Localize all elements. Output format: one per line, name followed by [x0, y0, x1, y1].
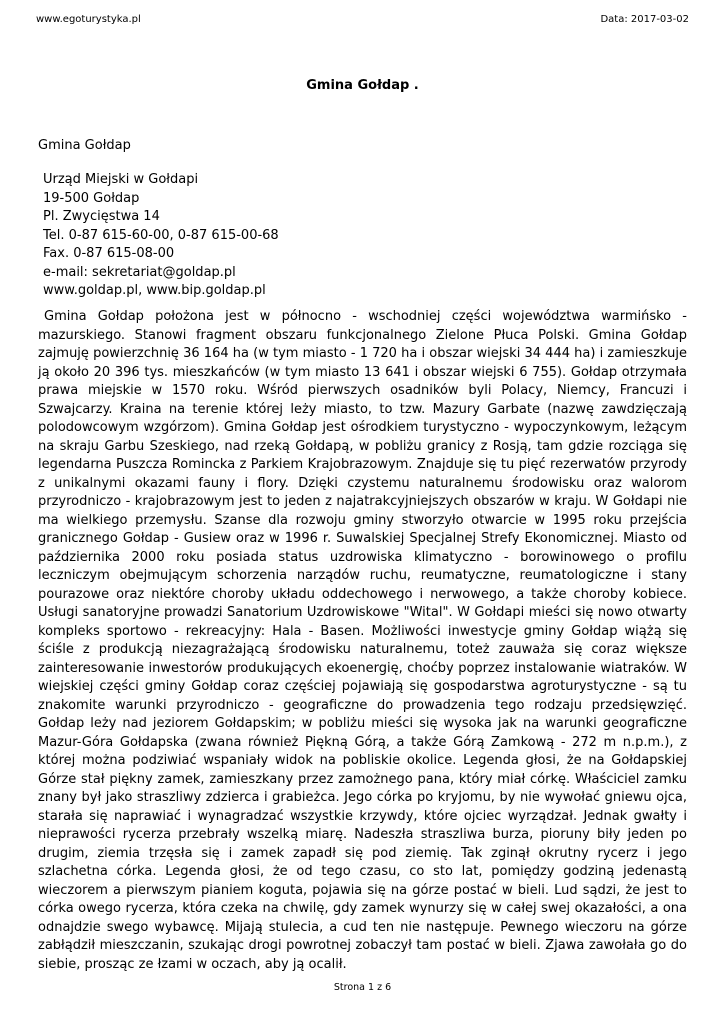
date-label: Data: 2017-03-02: [600, 14, 689, 25]
site-url: www.egoturystyka.pl: [36, 14, 141, 25]
document-subtitle: Gmina Gołdap: [38, 138, 131, 153]
address-websites: www.goldap.pl, www.bip.goldap.pl: [43, 283, 266, 298]
page-header: [36, 13, 689, 27]
address-email: e-mail: sekretariat@goldap.pl: [43, 264, 236, 280]
address-block: [43, 171, 279, 301]
page-number: Strona 1 z 6: [333, 982, 392, 993]
body-text: [38, 308, 687, 972]
address-postal-code: 19-500 Gołdap: [43, 190, 140, 206]
address-fax: Fax. 0-87 615-08-00: [43, 246, 175, 261]
document-title: Gmina Gołdap .: [306, 78, 419, 93]
body-paragraph: Gmina Gołdap położona jest w północno - wschodniej części województwa warmińsko - mazurskiego. Stanowi fragment obszaru funkcjonalnego Zielone Płuca Polski. Gmina Gołdap zajmuję powierzchnię 36 164 ha (w tym miasto - 1 720 ha i obszar wiejski 34 444 ha) i zamieszkuje ją około 20 396 tys. mieszkańców (w tym miasto 13 641 i obszar wiejski 6 755). Gołdap otrzymała prawa miejskie w 1570 roku. Wśród pierwszych osadników byli Polacy, Niemcy, Francuzi i Szwajcarzy. Kraina na terenie której leży miasto, to tzw. Mazury Garbate (nazwę zawdzięczają polodowcowym wzgórzom). Gmina Gołdap jest ośrodkiem turystyczno - wypoczynkowym, leżącym na skraju Garbu Szeskiego, nad rzeką Gołdapą, w pobliżu granicy z Rosją, tam gdzie rozciąga się legendarna Puszcza Romincka z Parkiem Krajobrazowym. Znajduje się tu pięć rezerwatów przyrody z unikalnymi okazami fauny i flory. Dzięki czystemu naturalnemu środowisku oraz walorom przyrodniczo - krajobrazowym jest to jeden z najatrakcyjniejszych obszarów w kraju. W Gołdapi nie ma wielkiego przemysłu. Szanse dla rozwoju gminy stworzyło otwarcie w 1995 roku przejścia granicznego Gołdap - Gusiew oraz w 1996 r. Suwalskiej Specjalnej Strefy Ekonomicznej. Miasto od października 2000 roku posiada status uzdrowiska klimatyczno - borowinowego o profilu leczniczym obejmującym schorzenia narządów ruchu, reumatyczne, reumatologiczne i stany pourazowe oraz niektóre choroby układu oddechowego i nerwowego, a także choroby kobiece. Usługi sanatoryjne prowadzi Sanatorium Uzdrowiskowe "Wital". W Gołdapi mieści się nowo otwarty kompleks sportowo - rekreacyjny: Hala - Basen. Możliwości inwestycje gminy Gołdap wiążą się ściśle z produkcją niezagrażającą środowisku naturalnemu, toteż zauważa się coraz większe zainteresowanie inwestorów produkujących ekoenergię, choćby poprzez instalowanie wiatraków. W wiejskiej części gminy Gołdap coraz częściej pojawiają się gospodarstwa agroturystyczne - są tu znakomite warunki przyrodniczo - geograficzne do prowadzenia tego rodzaju przedsięwzięć. Gołdap leży nad jeziorem Gołdapskim; w pobliżu mieści się wysoka jak na warunki geograficzne Mazur-Góra Gołdapska (zwana również Piękną Górą, a także Górą Zamkową - 272 m n.p.m.), z której można podziwiać wspaniały widok na pobliskie okolice. Legenda głosi, że na Gołdapskiej Górze stał piękny zamek, zamieszkany przez zamożnego pana, który miał córkę. Właściciel zamku znany był jako straszliwy zdzierca i grabieżca. Jego córka po kryjomu, by nie wywołać gniewu ojca, starała się naprawiać i wynagradzać wszystkie krzywdy, które ojciec wyrządzał. Jednak gwałty i nieprawości rycerza przebrały wszelką miarę. Nadeszła straszliwa burza, pioruny biły jeden po drugim, ziemia trzęsła się i zamek zapadł się pod ziemię. Tak zginął okrutny rycerz i jego szlachetna córka. Legenda głosi, że od tego czasu, co sto lat, pomiędzy godziną jedenastą wieczorem a pierwszym pianiem koguta, pojawia się na górze postać w bieli. Lud sądzi, że jest to córka owego rycerza, która czeka na chwilę, gdy zamek wynurzy się w całej swej okazałości, a ona odnajdzie swego wybawcę. Mijają stulecia, a cud ten nie następuje. Pewnego wieczoru na górze zabłądził mieszczanin, szukając drogi powrotnej zobaczył tam postać w bieli. Zjawa zawołała go do siebie, prosząc ze łzami w oczach, aby ją ocalił.: [38, 309, 687, 972]
address-office: Urząd Miejski w Gołdapi: [43, 172, 199, 187]
address-street: Pl. Zwycięstwa 14: [43, 209, 160, 224]
address-phone: Tel. 0-87 615-60-00, 0-87 615-00-68: [43, 227, 279, 243]
